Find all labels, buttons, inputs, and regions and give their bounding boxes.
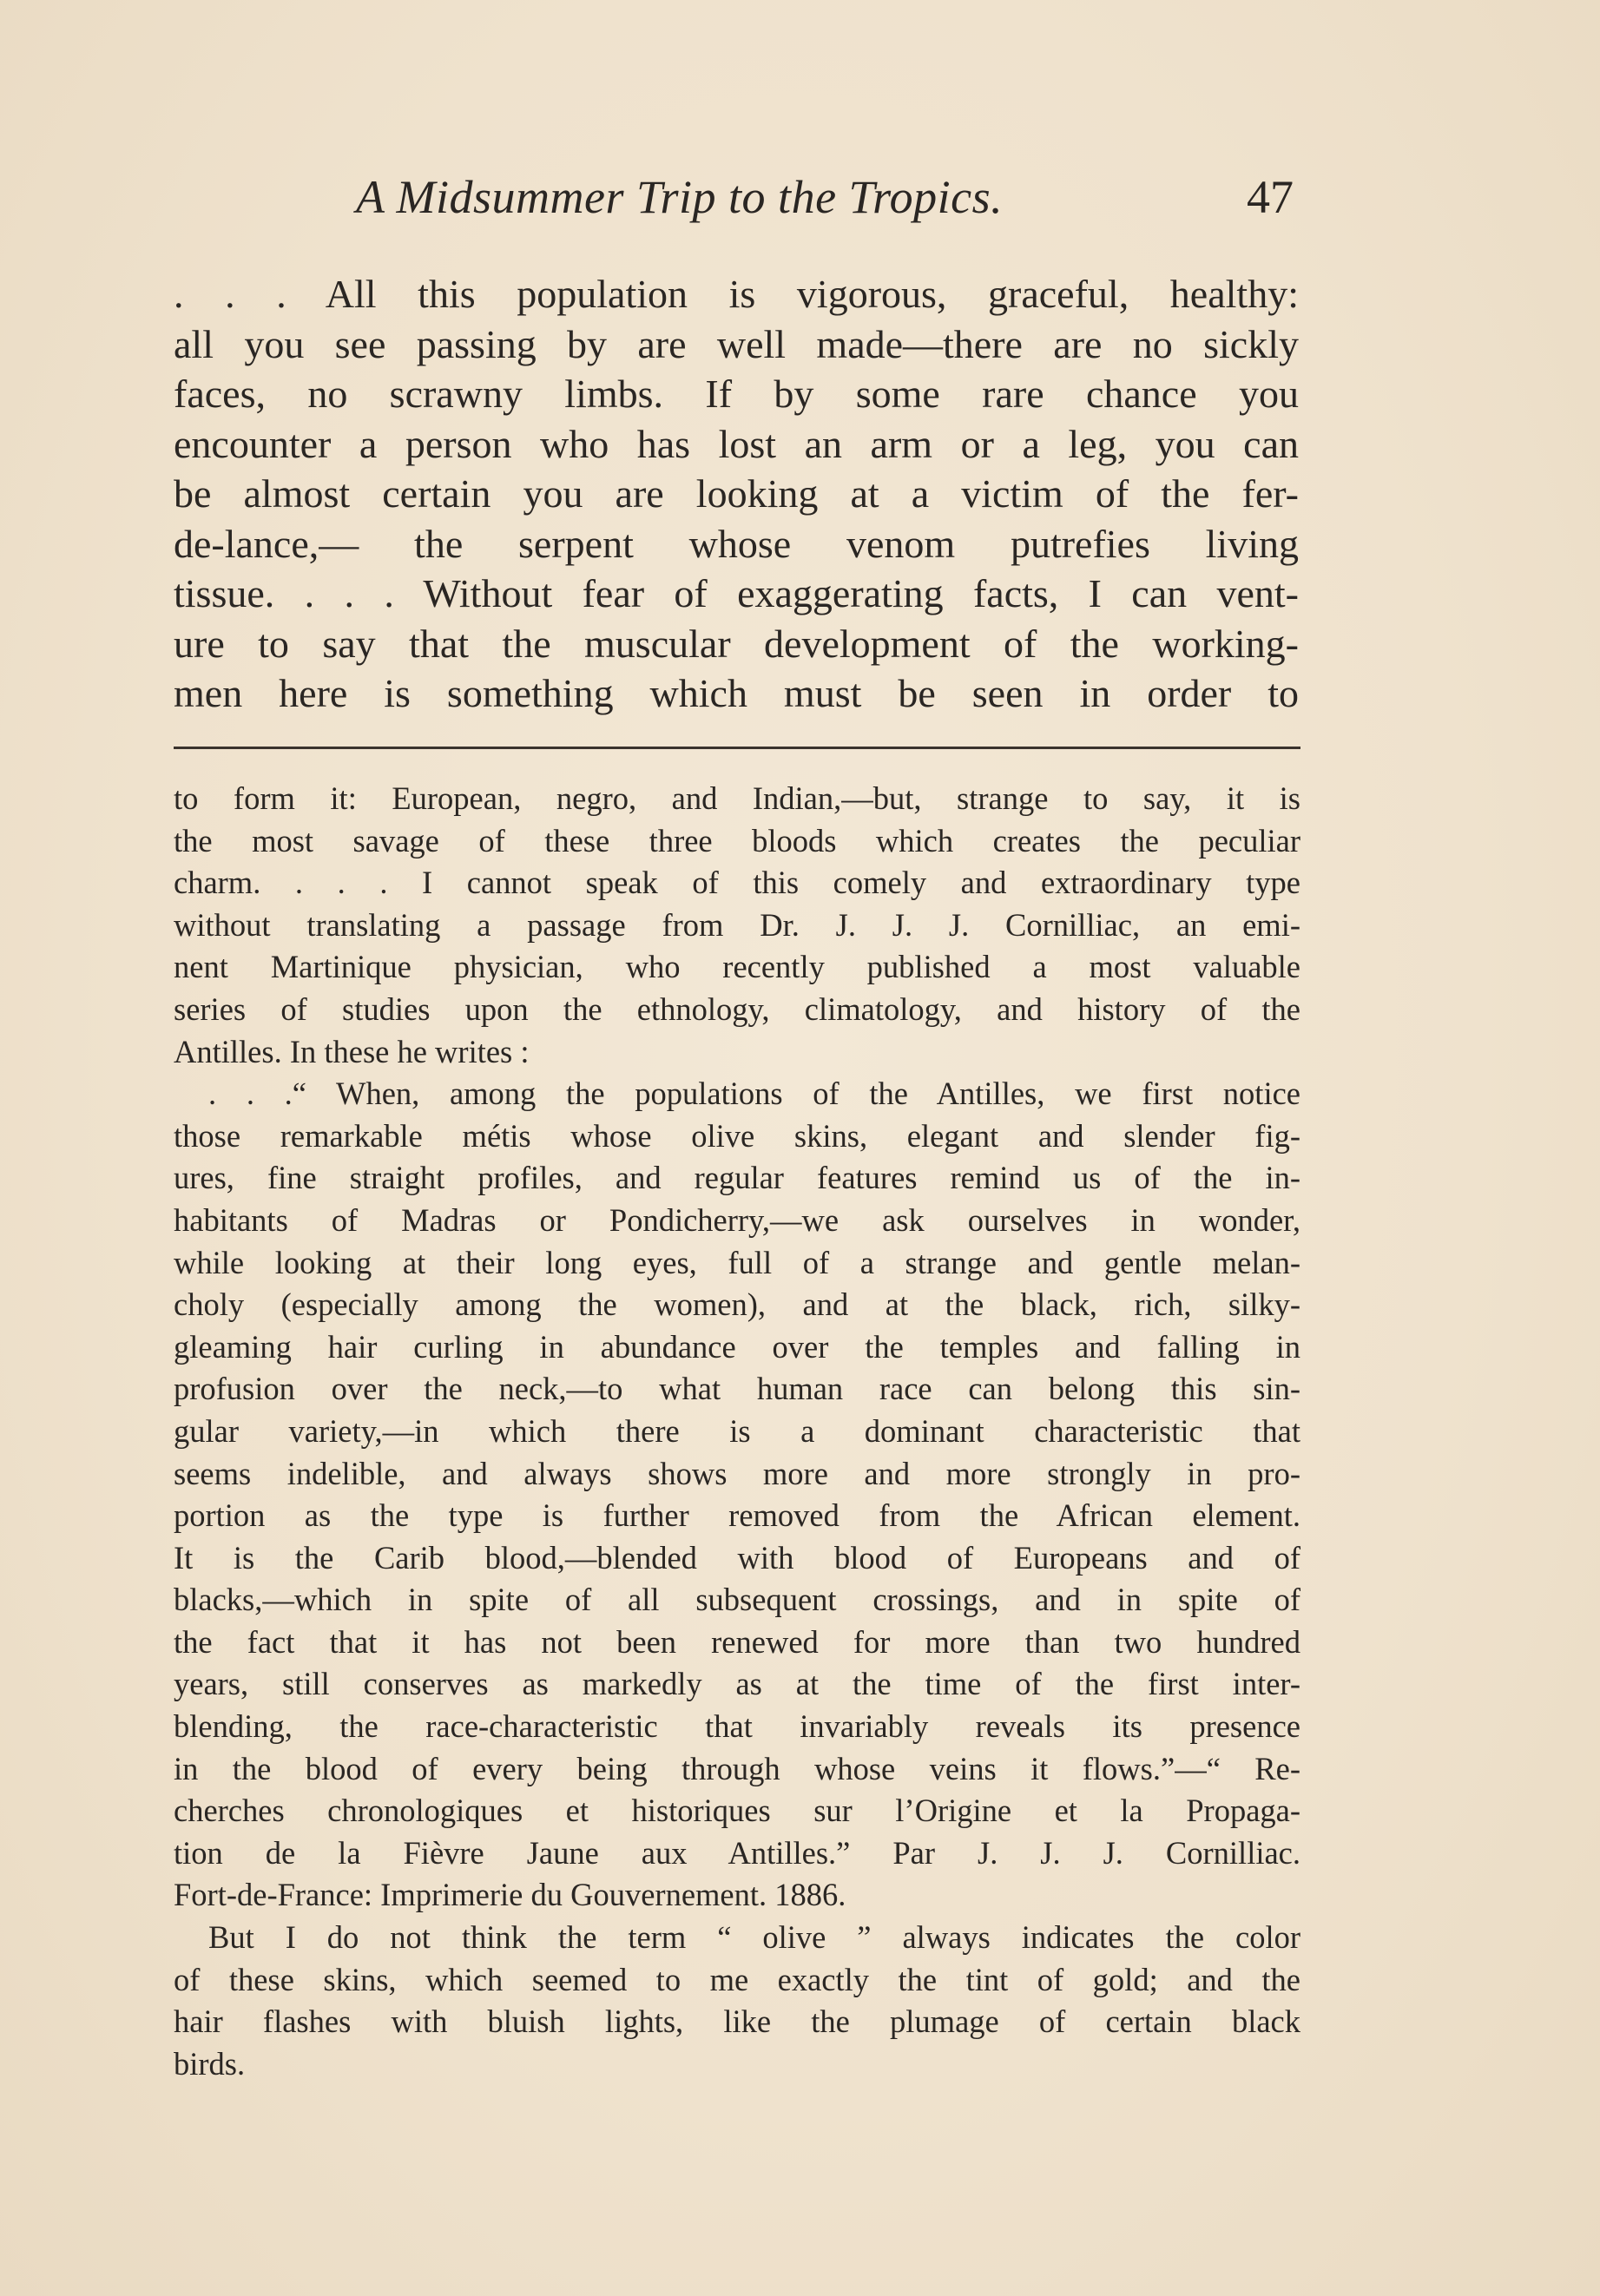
footnote-line: without translating a passage from Dr. J. J. J. Cornilliac, an emi- xyxy=(174,906,1300,943)
footnote-line: profusion over the neck,—to what human race can belong this sin- xyxy=(174,1371,1300,1407)
text-line: men here is something which must be seen in order to xyxy=(174,671,1299,715)
footnote-line: choly (especially among the women), and at the black, rich, silky- xyxy=(174,1286,1300,1323)
footnote-line: habitants of Madras or Pondicherry,—we ask ourselves in wonder, xyxy=(174,1201,1300,1238)
footnote xyxy=(174,778,1300,2085)
footnote-line: hair flashes with bluish lights, like the plumage of certain black xyxy=(174,2003,1300,2040)
footnote-line: charm. . . . I cannot speak of this comely and extraordinary type xyxy=(174,865,1300,901)
footnote-line: gleaming hair curling in abundance over the temples and falling in xyxy=(174,1328,1300,1365)
footnote-line: the fact that it has not been renewed for more than two hundred xyxy=(174,1623,1300,1660)
footnote-line: It is the Carib blood,—blended with blood of Europeans and of xyxy=(174,1539,1300,1576)
text-line: tissue. . . . Without fear of exaggerating facts, I can vent- xyxy=(174,571,1299,615)
footnote-divider xyxy=(174,747,1300,749)
text-line: faces, no scrawny limbs. If by some rare chance you xyxy=(174,372,1299,416)
footnote-line: while looking at their long eyes, full of a strange and gentle melan- xyxy=(174,1244,1300,1280)
footnote-line: tion de la Fièvre Jaune aux Antilles.” Par J. J. J. Cornilliac. xyxy=(174,1834,1300,1871)
footnote-line: blending, the race-characteristic that invariably reveals its presence xyxy=(174,1708,1300,1745)
footnote-line: years, still conserves as markedly as at the time of the first inter- xyxy=(174,1666,1300,1702)
footnote-line: cherches chronologiques et historiques sur l’Origine et la Propaga- xyxy=(174,1793,1300,1829)
text-line: de-lance,— the serpent whose venom putrefies living xyxy=(174,521,1299,566)
footnote-line: portion as the type is further removed from the African element. xyxy=(174,1497,1300,1534)
footnote-line: nent Martinique physician, who recently published a most valuable xyxy=(174,949,1300,985)
page-number: 47 xyxy=(1247,171,1294,223)
running-title: A Midsummer Trip to the Tropics. xyxy=(356,171,1004,223)
footnote-line: to form it: European, negro, and Indian,—but, strange to say, it is xyxy=(174,780,1300,816)
footnote-line: ures, fine straight profiles, and regular features remind us of the in- xyxy=(174,1160,1300,1196)
footnote-line: Antilles. In these he writes : xyxy=(174,1033,530,1069)
footnote-line: those remarkable métis whose olive skins, elegant and slender fig- xyxy=(174,1117,1300,1154)
footnote-line: the most savage of these three bloods which creates the peculiar xyxy=(174,822,1300,859)
page-header xyxy=(174,170,1294,231)
footnote-line: . . .“ When, among the populations of the Antilles, we first notice xyxy=(208,1076,1300,1112)
text-line: ure to say that the muscular development of the working- xyxy=(174,621,1299,666)
footnote-line: gular variety,—in which there is a dominant characteristic that xyxy=(174,1412,1300,1449)
footnote-line: But I do not think the term “ olive ” always indicates the color xyxy=(208,1919,1300,1956)
footnote-line: in the blood of every being through whose veins it flows.”—“ Re- xyxy=(174,1750,1300,1786)
footnote-line: Fort-de-France: Imprimerie du Gouvernement. 1886. xyxy=(174,1877,846,1913)
footnote-line: blacks,—which in spite of all subsequent crossings, and in spite of xyxy=(174,1582,1300,1618)
footnote-line: of these skins, which seemed to me exactly the tint of gold; and the xyxy=(174,1961,1300,1997)
text-line: . . . All this population is vigorous, graceful, healthy: xyxy=(174,272,1299,316)
main-text xyxy=(174,269,1299,719)
footnote-line: series of studies upon the ethnology, climatology, and history of the xyxy=(174,990,1300,1027)
footnote-line: seems indelible, and always shows more and more strongly in pro- xyxy=(174,1455,1300,1491)
text-line: be almost certain you are looking at a victim of the fer- xyxy=(174,471,1299,516)
footnote-line: birds. xyxy=(174,2045,246,2082)
text-line: all you see passing by are well made—there are no sickly xyxy=(174,321,1299,366)
text-line: encounter a person who has lost an arm or a leg, you can xyxy=(174,421,1299,466)
